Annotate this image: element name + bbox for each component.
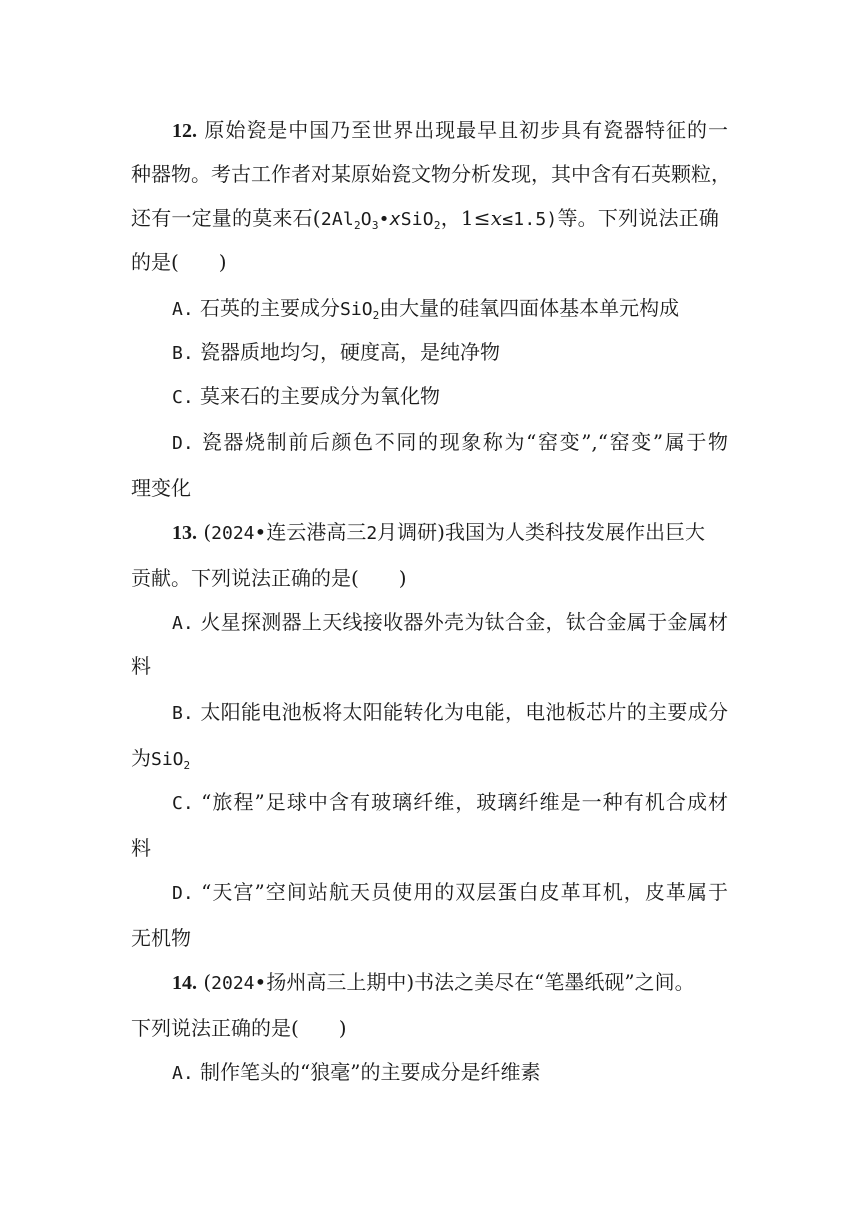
q12-stem-line-3: 还有一定量的莫来石($2Al_2O_3•xSiO_2$，1≤x≤1.5)等。下列说法正确	[131, 206, 720, 232]
q12-option-d-line-1: D. 瓷器烧制前后颜色不同的现象称为“窑变”,“窑变”属于物	[172, 430, 729, 454]
q13-option-c-line-1: C. “旅程”足球中含有玻璃纤维，玻璃纤维是一种有机合成材	[172, 790, 729, 814]
q12-option-d-line-2: 理变化	[131, 476, 191, 500]
q12-option-c: C. 莫来石的主要成分为氧化物	[172, 384, 441, 408]
q13-number: 13.	[172, 522, 197, 544]
q14-number: 14.	[172, 972, 197, 994]
q13-option-d-line-1: D. “天宫”空间站航天员使用的双层蛋白皮革耳机，皮革属于	[172, 880, 729, 904]
q13-option-a-line-1: A. 火星探测器上天线接收器外壳为钛合金，钛合金属于金属材	[172, 610, 729, 634]
q13-option-a-line-2: 料	[131, 654, 151, 678]
q13-option-d-line-2: 无机物	[131, 926, 191, 950]
q14-stem-line-2: 下列说法正确的是( )	[131, 1016, 347, 1040]
q14-option-a: A. 制作笔头的“狼毫”的主要成分是纤维素	[172, 1060, 541, 1084]
q13-option-c-line-2: 料	[131, 836, 151, 860]
q12-option-a: A. 石英的主要成分SiO$_2$由大量的硅氧四面体基本单元构成	[172, 296, 680, 322]
q13-source: (2024•连云港高三2月调研)	[203, 520, 445, 544]
q14-stem-line-1: 14. (2024•扬州高三上期中)书法之美尽在“笔墨纸砚”之间。	[172, 970, 695, 994]
q13-stem-line-1: 13. (2024•连云港高三2月调研)我国为人类科技发展作出巨大	[172, 520, 705, 544]
q13-option-b-line-2: 为SiO$_2$	[131, 746, 191, 772]
q14-source: (2024•扬州高三上期中)	[203, 970, 415, 994]
q12-stem-line-2: 种器物。考古工作者对某原始瓷文物分析发现，其中含有石英颗粒，	[131, 162, 731, 186]
q12-stem-line-1: 12. 原始瓷是中国乃至世界出现最早且初步具有瓷器特征的一	[172, 118, 728, 142]
q12-stem-line-4: 的是( )	[131, 250, 227, 274]
q12-option-b: B. 瓷器质地均匀，硬度高，是纯净物	[172, 340, 501, 364]
mullite-formula: $2Al_2O_3•xSiO_2$	[320, 209, 441, 232]
q12-number: 12.	[172, 120, 197, 142]
q13-stem-line-2: 贡献。下列说法正确的是( )	[131, 566, 407, 590]
q13-option-b-line-1: B. 太阳能电池板将太阳能转化为电能，电池板芯片的主要成分	[172, 700, 729, 724]
